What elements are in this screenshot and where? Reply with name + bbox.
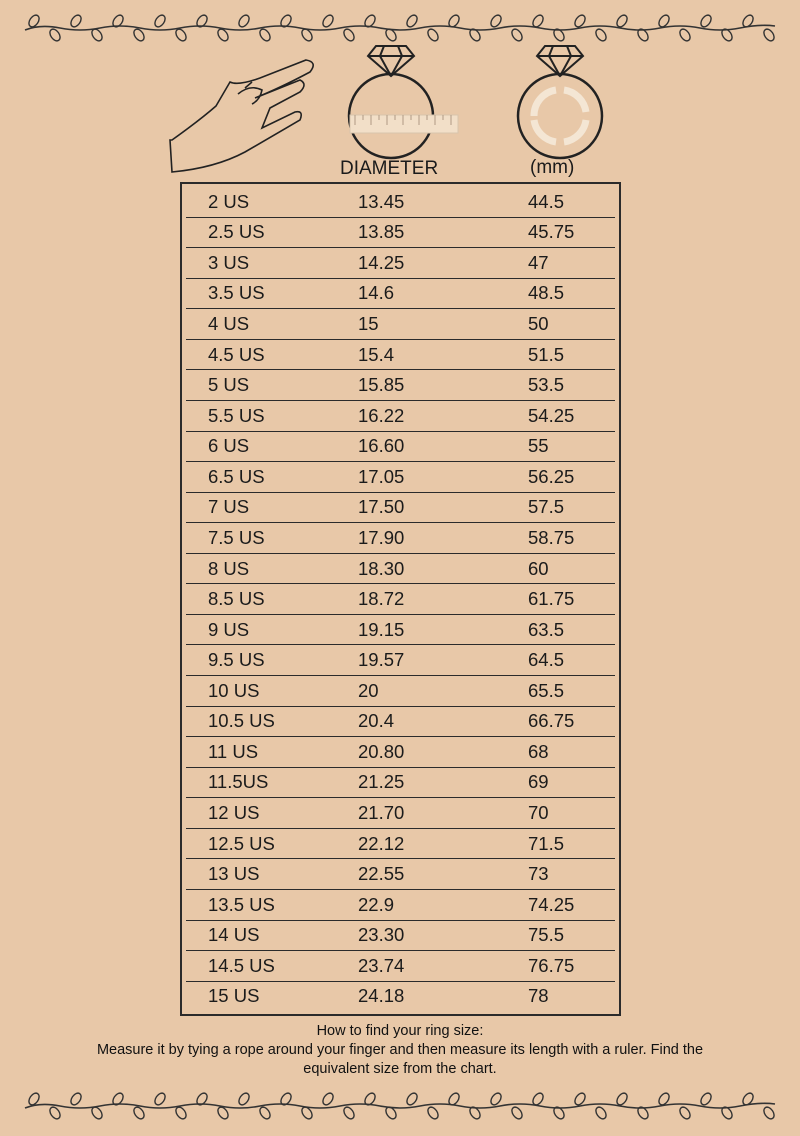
table-row — [186, 248, 615, 279]
us-size-cell: 14 US — [208, 924, 260, 946]
circumference-cell: 48.5 — [528, 282, 565, 304]
table-row — [186, 676, 615, 707]
circumference-cell: 65.5 — [528, 679, 565, 701]
diameter-cell: 18.72 — [358, 588, 405, 610]
us-size-cell: 4 US — [208, 313, 250, 335]
diameter-cell: 17.05 — [358, 465, 405, 487]
circumference-cell: 68 — [528, 740, 549, 762]
us-size-cell: 2 US — [208, 190, 250, 212]
us-size-cell: 14.5 US — [208, 954, 275, 976]
table-row — [186, 218, 615, 249]
us-size-cell: 6.5 US — [208, 465, 265, 487]
circumference-cell: 69 — [528, 771, 549, 793]
us-size-cell: 15 US — [208, 985, 260, 1007]
circumference-cell: 54.25 — [528, 404, 575, 426]
circumference-cell: 64.5 — [528, 649, 565, 671]
diameter-cell: 20.4 — [358, 710, 395, 732]
us-size-cell: 12.5 US — [208, 832, 275, 854]
mm-column-title: (mm) — [530, 157, 575, 178]
vine-border-icon — [20, 1088, 780, 1128]
table-row — [186, 859, 615, 890]
table-row — [186, 615, 615, 646]
circumference-cell: 75.5 — [528, 924, 565, 946]
instructions-title: How to find your ring size: — [316, 1023, 484, 1039]
table-row — [186, 951, 615, 982]
table-row — [186, 707, 615, 738]
us-size-cell: 11 US — [208, 740, 259, 762]
hand-icon — [170, 60, 313, 172]
table-row — [186, 432, 615, 463]
table-row — [186, 340, 615, 371]
table-row — [186, 798, 615, 829]
circumference-cell: 61.75 — [528, 588, 575, 610]
circumference-cell: 63.5 — [528, 618, 565, 640]
circumference-cell: 56.25 — [528, 465, 575, 487]
header-illustrations — [0, 0, 800, 180]
diameter-cell: 20.80 — [358, 740, 405, 762]
us-size-cell: 4.5 US — [208, 343, 265, 365]
us-size-cell: 13.5 US — [208, 893, 275, 915]
diameter-cell: 22.12 — [358, 832, 405, 854]
table-row — [186, 187, 615, 218]
circumference-cell: 51.5 — [528, 343, 565, 365]
table-row — [186, 370, 615, 401]
us-size-cell: 9 US — [208, 618, 250, 640]
table-row — [186, 309, 615, 340]
circumference-cell: 57.5 — [528, 496, 565, 518]
diameter-cell: 21.70 — [358, 802, 405, 824]
us-size-cell: 8 US — [208, 557, 250, 579]
circumference-cell: 73 — [528, 863, 549, 885]
ring-ruler-icon — [349, 46, 458, 158]
diameter-cell: 19.57 — [358, 649, 405, 671]
us-size-cell: 9.5 US — [208, 649, 265, 671]
diameter-cell: 15.85 — [358, 374, 405, 396]
table-row — [186, 584, 615, 615]
table-row — [186, 737, 615, 768]
us-size-cell: 3.5 US — [208, 282, 265, 304]
diameter-cell: 14.6 — [358, 282, 395, 304]
diameter-cell: 15.4 — [358, 343, 395, 365]
diameter-column-title: DIAMETER — [340, 158, 439, 179]
table-row — [186, 493, 615, 524]
diameter-cell: 15 — [358, 313, 379, 335]
circumference-cell: 58.75 — [528, 526, 575, 548]
diameter-cell: 16.22 — [358, 404, 405, 426]
diameter-cell: 17.50 — [358, 496, 405, 518]
diameter-cell: 16.60 — [358, 435, 405, 457]
table-row — [186, 401, 615, 432]
table-row — [186, 554, 615, 585]
us-size-cell: 10.5 US — [208, 710, 275, 732]
us-size-cell: 10 US — [208, 679, 260, 701]
table-row — [186, 982, 615, 1012]
circumference-cell: 53.5 — [528, 374, 565, 396]
diameter-cell: 22.55 — [358, 863, 405, 885]
us-size-cell: 5.5 US — [208, 404, 265, 426]
circumference-cell: 70 — [528, 802, 549, 824]
table-row — [186, 523, 615, 554]
diameter-cell: 17.90 — [358, 526, 405, 548]
diameter-cell: 13.45 — [358, 190, 405, 212]
us-size-cell: 7 US — [208, 496, 250, 518]
circumference-cell: 50 — [528, 313, 549, 335]
us-size-cell: 3 US — [208, 251, 250, 273]
us-size-cell: 8.5 US — [208, 588, 265, 610]
circumference-cell: 74.25 — [528, 893, 575, 915]
diameter-cell: 13.85 — [358, 221, 405, 243]
table-row — [186, 462, 615, 493]
instructions — [40, 1022, 760, 1079]
diameter-cell: 18.30 — [358, 557, 405, 579]
ring-circumference-icon — [518, 46, 602, 158]
us-size-cell: 11.5US — [208, 771, 269, 793]
instructions-line-2: equivalent size from the chart. — [303, 1061, 497, 1077]
us-size-cell: 6 US — [208, 435, 250, 457]
us-size-cell: 12 US — [208, 802, 260, 824]
table-row — [186, 921, 615, 952]
us-size-cell: 2.5 US — [208, 221, 265, 243]
table-row — [186, 768, 615, 799]
diameter-cell: 19.15 — [358, 618, 405, 640]
us-size-cell: 7.5 US — [208, 526, 265, 548]
diameter-cell: 24.18 — [358, 985, 405, 1007]
circumference-cell: 55 — [528, 435, 549, 457]
diameter-cell: 23.30 — [358, 924, 405, 946]
diameter-cell: 21.25 — [358, 771, 405, 793]
circumference-cell: 44.5 — [528, 190, 565, 212]
table-row — [186, 645, 615, 676]
diameter-cell: 14.25 — [358, 251, 405, 273]
table-row — [186, 829, 615, 860]
circumference-cell: 76.75 — [528, 954, 575, 976]
circumference-cell: 60 — [528, 557, 549, 579]
table-row — [186, 279, 615, 310]
us-size-cell: 5 US — [208, 374, 250, 396]
circumference-cell: 45.75 — [528, 221, 575, 243]
us-size-cell: 13 US — [208, 863, 260, 885]
diameter-cell: 23.74 — [358, 954, 405, 976]
circumference-cell: 66.75 — [528, 710, 575, 732]
table-row — [186, 890, 615, 921]
diameter-cell: 22.9 — [358, 893, 395, 915]
circumference-cell: 78 — [528, 985, 549, 1007]
circumference-cell: 47 — [528, 251, 549, 273]
ring-size-table — [180, 182, 621, 1016]
circumference-cell: 71.5 — [528, 832, 565, 854]
diameter-cell: 20 — [358, 679, 379, 701]
instructions-line-1: Measure it by tying a rope around your finger and then measure its length with a ruler. Find the — [96, 1042, 704, 1058]
